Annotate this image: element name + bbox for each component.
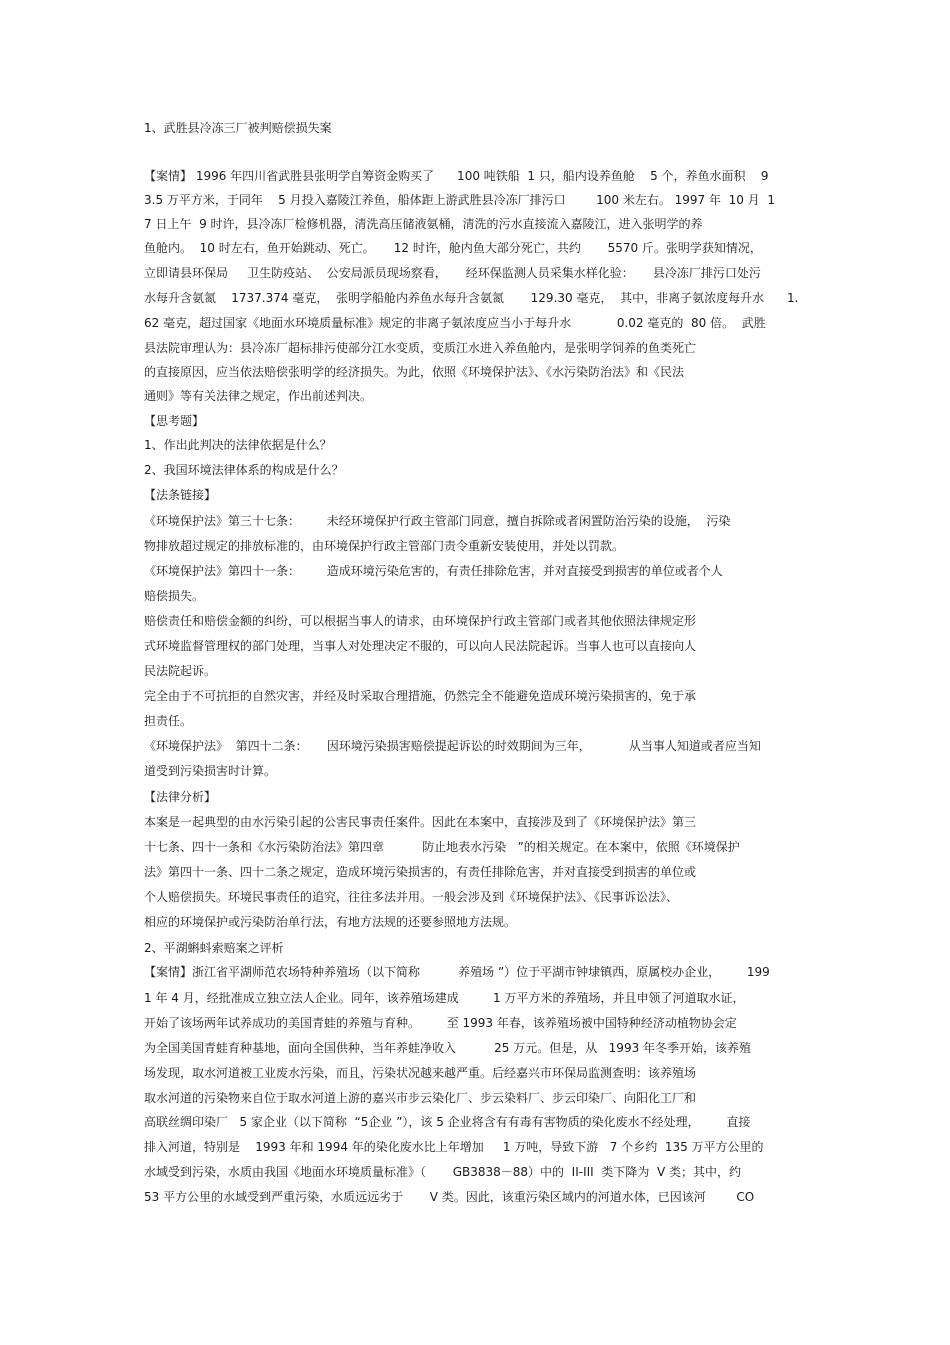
body-line: 物排放超过规定的排放标准的，由环境保护行政主管部门责令重新安装使用，并处以罚款。 bbox=[144, 539, 625, 553]
body-line: 【案情】浙江省平湖师范农场特种养殖场（以下简称 养殖场 ”）位于平湖市钟埭镇西，原属校办企业， 199 bbox=[144, 965, 770, 979]
body-line: 个人赔偿损失。环境民事责任的追究，往往多法并用。一般会涉及到《环境保护法》、《民事诉讼法》、 bbox=[144, 890, 679, 904]
body-line: 道受到污染损害时计算。 bbox=[144, 764, 277, 778]
body-line: 赔偿责任和赔偿金额的纠纷，可以根据当事人的请求，由环境保护行政主管部门或者其他依照法律规定形 bbox=[144, 614, 697, 628]
body-line: 【案情】 1996 年四川省武胜县张明学自筹资金购买了 100 吨铁船 1 只，船内设养鱼舱 5 个，养鱼水面积 9 bbox=[144, 169, 769, 183]
body-line: 民法院起诉。 bbox=[144, 664, 217, 678]
section-heading: 【法条链接】 bbox=[144, 488, 217, 502]
body-line: 法》第四十一条、四十二条之规定，造成环境污染损害的，有责任排除危害，并对直接受到损害的单位或 bbox=[144, 865, 697, 879]
question-2: 2、我国环境法律体系的构成是什么？ bbox=[144, 463, 344, 477]
body-line: 为全国美国青蛙育种基地，面向全国供种，当年养蛙净收入 25 万元。但是，从 1993 年冬季开始，该养殖 bbox=[144, 1041, 752, 1055]
body-line: 水域受到污染，水质由我国《地面水环境质量标准》（ GB3838－88）中的 II-III 类下降为 V 类；其中，约 bbox=[144, 1165, 741, 1179]
body-line: 完全由于不可抗拒的自然灾害，并经及时采取合理措施，仍然完全不能避免造成环境污染损害的，免于承 bbox=[144, 689, 697, 703]
body-line: 赔偿损失。 bbox=[144, 589, 205, 603]
body-line: 7 日上午 9 时许，县冷冻厂检修机器，清洗高压储液氨桶，清洗的污水直接流入嘉陵江，进入张明学的养 bbox=[144, 217, 703, 231]
section-heading: 【法律分析】 bbox=[144, 790, 217, 804]
section-heading: 【思考题】 bbox=[144, 414, 205, 428]
body-line: 《环境保护法》 第四十二条： 因环境污染损害赔偿提起诉讼的时效期间为三年， 从当事人知道或者应当知 bbox=[144, 739, 761, 753]
case-1-title: 1、武胜县冷冻三厂被判赔偿损失案 bbox=[144, 121, 332, 135]
body-line: 式环境监督管理权的部门处理，当事人对处理决定不服的，可以向人民法院起诉。当事人也可以直接向人 bbox=[144, 639, 697, 653]
body-line: 水每升含氨氮 1737.374 毫克， 张明学船舱内养鱼水每升含氨氮 129.30 毫克， 其中，非离子氨浓度每升水 1. bbox=[144, 291, 799, 305]
question-1: 1、作出此判决的法律依据是什么？ bbox=[144, 438, 332, 452]
body-line: 排入河道，特别是 1993 年和 1994 年的染化废水比上年增加 1 万吨，导致下游 7 个乡约 135 万平方公里的 bbox=[144, 1140, 764, 1154]
body-line: 本案是一起典型的由水污染引起的公害民事责任案件。因此在本案中，直接涉及到了《环境保护法》第三 bbox=[144, 815, 697, 829]
body-line: 取水河道的污染物来自位于取水河道上游的嘉兴市步云染化厂、步云染料厂、步云印染厂、向阳化工厂和 bbox=[144, 1091, 697, 1105]
body-line: 62 毫克，超过国家《地面水环境质量标准》规定的非离子氨浓度应当小于每升水 0.02 毫克的 80 倍。 武胜 bbox=[144, 316, 766, 330]
body-line: 立即请县环保局 卫生防疫站、 公安局派员现场察看， 经环保监测人员采集水样化验： 县冷冻厂排污口处污 bbox=[144, 266, 761, 280]
body-line: 《环境保护法》第三十七条： 未经环境保护行政主管部门同意，擅自拆除或者闲置防治污染的设施， 污染 bbox=[144, 514, 731, 528]
body-line: 担责任。 bbox=[144, 714, 193, 728]
body-line: 开始了该场两年试养成功的美国青蛙的养殖与育种。 至 1993 年春，该养殖场被中国特种经济动植物协会定 bbox=[144, 1016, 737, 1030]
body-line: 县法院审理认为：县冷冻厂超标排污使部分江水变质，变质江水进入养鱼舱内，是张明学饲养的鱼类死亡 bbox=[144, 341, 697, 355]
body-line: 的直接原因，应当依法赔偿张明学的经济损失。为此，依照《环境保护法》、《水污染防治法》和《民法 bbox=[144, 365, 685, 379]
body-line: 十七条、四十一条和《水污染防治法》第四章 防止地表水污染 ”的相关规定。在本案中，依照《环境保护 bbox=[144, 840, 740, 854]
body-line: 3.5 万平方米，于同年 5 月投入嘉陵江养鱼，船体距上游武胜县冷冻厂排污口 100 米左右。 1997 年 10 月 1 bbox=[144, 193, 775, 207]
case-2-title: 2、平湖蝌蚪索赔案之评析 bbox=[144, 941, 284, 955]
body-line: 相应的环境保护或污染防治单行法，有地方法规的还要参照地方法规。 bbox=[144, 915, 517, 929]
body-line: 《环境保护法》第四十一条： 造成环境污染危害的，有责任排除危害，并对直接受到损害的单位或者个人 bbox=[144, 564, 723, 578]
body-line: 通则》等有关法律之规定，作出前述判决。 bbox=[144, 389, 373, 403]
body-line: 高联丝绸印染厂 5 家企业（以下简称 “5企业 ”），该 5 企业将含有有毒有害物质的染化废水不经处理， 直接 bbox=[144, 1115, 751, 1129]
body-line: 鱼舱内。 10 时左右，鱼开始跳动、死亡。 12 时许，舱内鱼大部分死亡，共约 5570 斤。张明学获知情况， bbox=[144, 241, 762, 255]
body-line: 1 年 4 月，经批准成立独立法人企业。同年，该养殖场建成 1 万平方米的养殖场，并且申领了河道取水证， bbox=[144, 991, 745, 1005]
body-line: 场发现，取水河道被工业废水污染，而且，污染状况越来越严重。后经嘉兴市环保局监测查明：该养殖场 bbox=[144, 1066, 697, 1080]
body-line: 53 平方公里的水域受到严重污染，水质远远劣于 V 类。因此，该重污染区域内的河道水体，已因该河 CO bbox=[144, 1190, 755, 1204]
